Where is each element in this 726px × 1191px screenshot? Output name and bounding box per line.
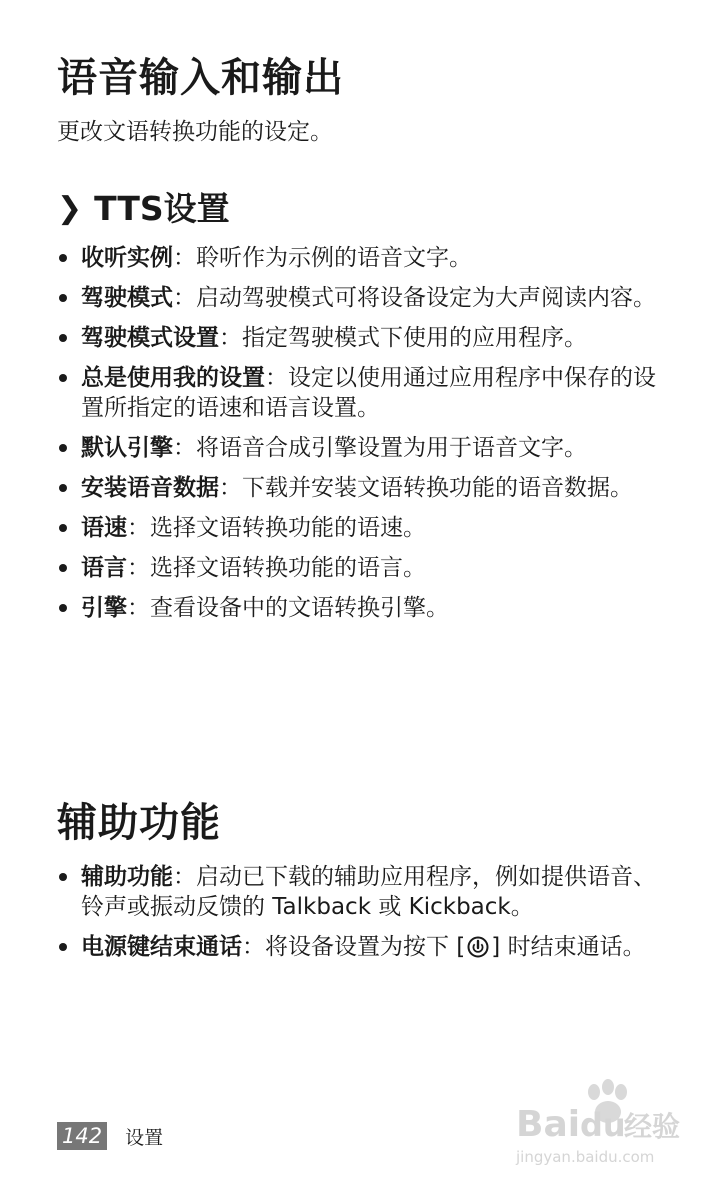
svg-text:Bai: Bai	[516, 1104, 581, 1145]
list-item: 总是使用我的设置：设定以使用通过应用程序中保存的设置所指定的语速和语言设置。	[57, 363, 672, 423]
svg-text:jingyan.baidu.com: jingyan.baidu.com	[516, 1148, 655, 1166]
tts-heading	[57, 186, 230, 232]
page-title: 语音输入和输出	[57, 55, 344, 101]
bullet-icon	[59, 254, 67, 262]
tts-list	[57, 243, 672, 633]
list-item: 默认引擎：将语音合成引擎设置为用于语音文字。	[57, 433, 672, 463]
intro-text: 更改文语转换功能的设定。	[57, 119, 333, 145]
bullet-icon	[59, 524, 67, 532]
tts-heading-label: TTS设置	[94, 189, 230, 228]
bullet-icon	[59, 604, 67, 612]
baidu-jingyan-watermark	[512, 1078, 682, 1168]
svg-text:du: du	[580, 1106, 626, 1144]
list-item: 语速：选择文语转换功能的语速。	[57, 513, 672, 543]
page-footer	[57, 1122, 163, 1150]
chevron-right-icon: ❯	[57, 191, 83, 226]
list-item: 驾驶模式：启动驾驶模式可将设备设定为大声阅读内容。	[57, 283, 672, 313]
page-number: 142	[57, 1122, 107, 1150]
list-item: 辅助功能：启动已下载的辅助应用程序，例如提供语音、铃声或振动反馈的 Talkback 或 Kickback。	[57, 862, 672, 922]
footer-section-name: 设置	[125, 1126, 164, 1149]
bullet-icon	[59, 444, 67, 452]
bullet-icon	[59, 484, 67, 492]
accessibility-heading: 辅助功能	[57, 800, 221, 846]
bullet-icon	[59, 564, 67, 572]
list-item: 引擎：查看设备中的文语转换引擎。	[57, 593, 672, 623]
bullet-icon	[59, 374, 67, 382]
bullet-icon	[59, 873, 67, 881]
list-item: 电源键结束通话：将设备设置为按下 [ ] 时结束通话。	[57, 932, 672, 962]
power-icon	[467, 936, 489, 958]
accessibility-list	[57, 862, 672, 972]
list-item: 驾驶模式设置：指定驾驶模式下使用的应用程序。	[57, 323, 672, 353]
bullet-icon	[59, 294, 67, 302]
bullet-icon	[59, 943, 67, 951]
list-item: 语言：选择文语转换功能的语言。	[57, 553, 672, 583]
svg-text:经验: 经验	[624, 1110, 681, 1143]
bullet-icon	[59, 334, 67, 342]
list-item: 收听实例：聆听作为示例的语音文字。	[57, 243, 672, 273]
list-item: 安装语音数据：下载并安装文语转换功能的语音数据。	[57, 473, 672, 503]
